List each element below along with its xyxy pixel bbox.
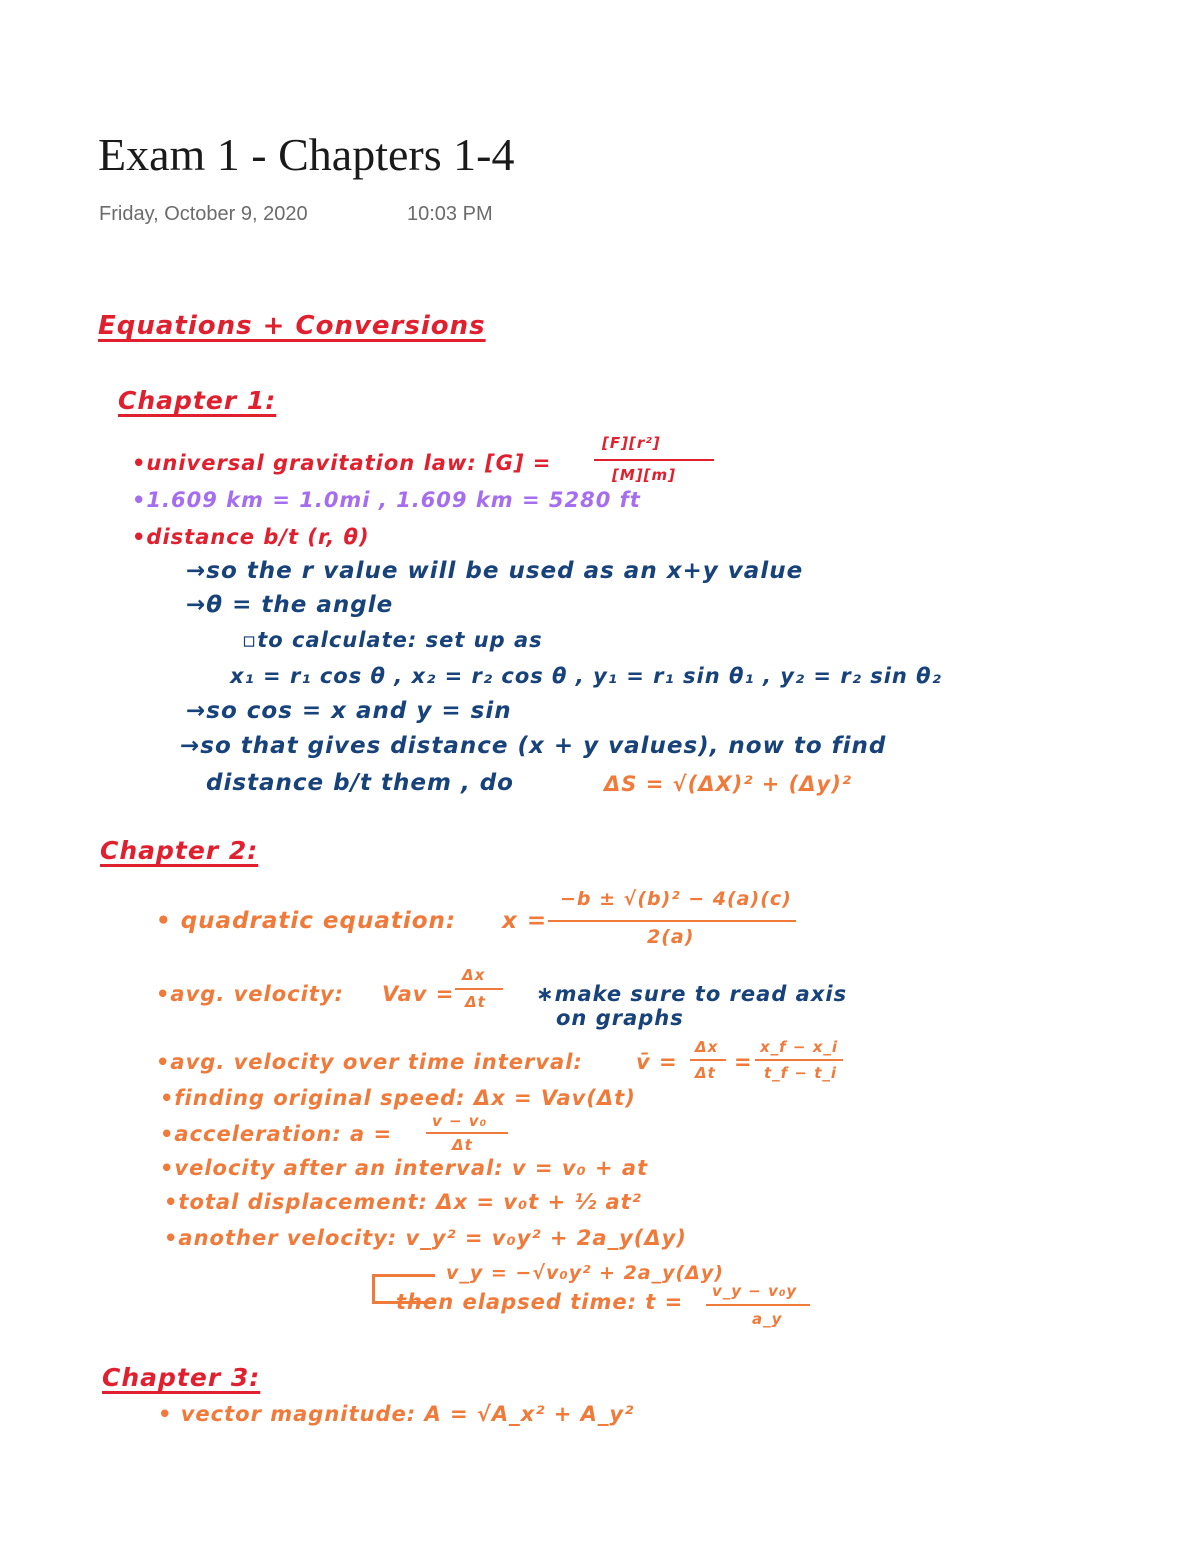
avg-velocity-interval-label: •avg. velocity over time interval: <box>156 1050 583 1074</box>
avg-velocity-fraction-bar <box>455 988 503 990</box>
avg-interval-fraction-bar-2 <box>755 1059 843 1061</box>
total-displacement: •total displacement: Δx = v₀t + ½ at² <box>164 1190 642 1214</box>
acceleration-denominator: Δt <box>452 1136 473 1154</box>
avg-interval-numerator-1: Δx <box>695 1038 719 1056</box>
notes-heading: Equations + Conversions <box>98 311 486 341</box>
avg-velocity-interval-vbar: v̄ = <box>636 1050 678 1074</box>
elapsed-time-numerator: v_y − v₀y <box>712 1282 798 1300</box>
avg-interval-denominator-2: t_f − t_i <box>764 1064 838 1082</box>
arrow-note-theta: →θ = the angle <box>186 592 394 618</box>
avg-interval-equals: = <box>734 1050 753 1074</box>
polar-formula: x₁ = r₁ cos θ , x₂ = r₂ cos θ , y₁ = r₁ sin θ₁ , y₂ = r₂ sin θ₂ <box>230 664 942 688</box>
distance-between-note: distance b/t them , do <box>206 770 514 796</box>
quadratic-numerator: −b ± √(b)² − 4(a)(c) <box>560 888 792 910</box>
page-title: Exam 1 - Chapters 1-4 <box>98 129 515 180</box>
quadratic-x: x = <box>502 908 548 934</box>
gravitation-denominator: [M][m] <box>612 466 676 484</box>
gravitation-fraction-bar <box>594 459 714 461</box>
velocity-after-interval: •velocity after an interval: v = v₀ + at <box>160 1156 649 1180</box>
axis-note-line1: ∗make sure to read axis <box>536 982 848 1006</box>
axis-note-line2: on graphs <box>556 1006 684 1030</box>
avg-interval-denominator-1: Δt <box>695 1064 716 1082</box>
chapter1-heading: Chapter 1: <box>118 386 277 415</box>
chapter3-heading: Chapter 3: <box>102 1363 261 1392</box>
elapsed-time-fraction-bar <box>706 1304 810 1306</box>
acceleration-fraction-bar <box>426 1132 508 1134</box>
elapsed-time-label: then elapsed time: t = <box>396 1290 684 1314</box>
note-date: Friday, October 9, 2020 <box>99 203 308 225</box>
gravitation-law: •universal gravitation law: [G] = <box>132 451 552 475</box>
arrow-note-cos-sin: →so cos = x and y = sin <box>186 698 512 724</box>
distance-formula: ΔS = √(ΔX)² + (Δy)² <box>604 772 852 796</box>
vector-magnitude: • vector magnitude: A = √A_x² + A_y² <box>158 1402 635 1426</box>
note-time: 10:03 PM <box>407 203 493 225</box>
gravitation-numerator: [F][r²] <box>602 434 661 452</box>
chapter2-heading: Chapter 2: <box>100 836 259 865</box>
unit-conversion: •1.609 km = 1.0mi , 1.609 km = 5280 ft <box>132 488 641 512</box>
elapsed-time-denominator: a_y <box>752 1310 783 1328</box>
distance-polar: •distance b/t (r, θ) <box>132 525 370 549</box>
arrow-note-distance: →so that gives distance (x + y values), now to find <box>180 733 887 759</box>
avg-velocity-numerator: Δx <box>462 966 486 984</box>
avg-velocity-label: •avg. velocity: <box>156 982 344 1006</box>
quadratic-denominator: 2(a) <box>647 926 695 948</box>
quadratic-label: • quadratic equation: <box>156 908 457 934</box>
avg-velocity-denominator: Δt <box>465 993 486 1011</box>
acceleration-label: •acceleration: a = <box>160 1122 393 1146</box>
avg-velocity-vav: Vav = <box>382 982 455 1006</box>
quadratic-fraction-bar <box>548 920 796 922</box>
original-speed: •finding original speed: Δx = Vav(Δt) <box>160 1086 636 1110</box>
calculate-note: ▫to calculate: set up as <box>242 628 543 652</box>
arrow-note-r-value: →so the r value will be used as an x+y value <box>186 558 804 584</box>
acceleration-numerator: v − v₀ <box>432 1112 488 1130</box>
avg-interval-fraction-bar-1 <box>690 1059 726 1061</box>
another-velocity: •another velocity: v_y² = v₀y² + 2a_y(Δy) <box>164 1226 687 1250</box>
vy-formula: v_y = −√v₀y² + 2a_y(Δy) <box>446 1262 724 1284</box>
avg-interval-numerator-2: x_f − x_i <box>760 1038 839 1056</box>
